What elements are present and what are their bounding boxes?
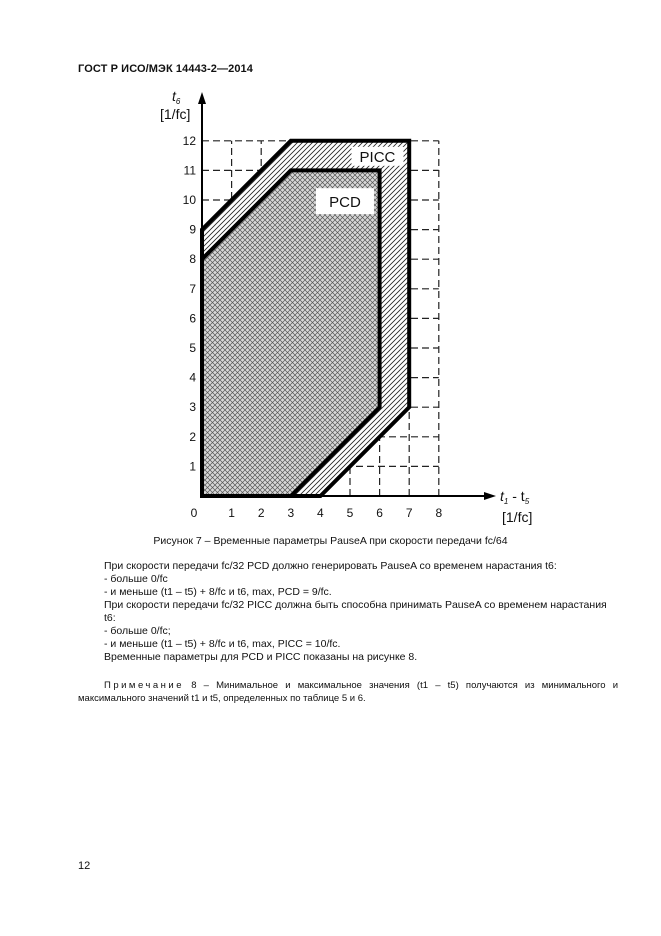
note-text: – Минимальное и максимальное значения (t1 – t5) получаются из минимального и максимального значений t1 и t5, определенных по таблице 5 и 6. — [78, 680, 619, 704]
y-axis-unit: [1/fc] — [160, 106, 191, 122]
y-tick-label: 5 — [189, 341, 196, 355]
picc-label: PICC — [359, 148, 396, 166]
x-axis-label-dash: - t — [508, 488, 525, 504]
y-tick-label: 12 — [182, 133, 196, 148]
x-axis-unit: [1/fc] — [502, 509, 533, 525]
y-axis-label-sub: 6 — [175, 97, 181, 106]
y-axis-label: $t_6$ — [172, 88, 181, 106]
pcd-label: PCD — [329, 194, 361, 212]
paragraph-figure-ref: Временные параметры для PCD и PICC показаны на рисунке 8. — [104, 651, 418, 663]
x-axis-label: $t_1 - t_5$ — [500, 488, 530, 506]
x-tick-label: 7 — [405, 506, 413, 520]
list-item: - больше 0/fc — [104, 573, 168, 585]
y-tick-label: 1 — [189, 459, 196, 474]
x-tick-label: 4 — [317, 506, 324, 520]
y-axis-arrow — [198, 92, 206, 104]
y-tick-label: 6 — [189, 311, 196, 326]
y-tick-label: 8 — [189, 252, 196, 267]
x-tick-label: 3 — [287, 506, 295, 520]
x-tick-label: 5 — [346, 506, 354, 520]
list-item: - и меньше (t1 – t5) + 8/fc и t6, max, PCD = 9/fc. — [104, 586, 332, 598]
note-number: 8 — [191, 680, 197, 691]
figure-caption: Рисунок 7 – Временные параметры PauseA при скорости передачи fc/64 — [153, 535, 508, 547]
x-tick-label: 0 — [190, 506, 198, 520]
y-tick-label: 7 — [189, 281, 196, 296]
page-number: 12 — [78, 860, 91, 872]
y-tick-label: 2 — [189, 429, 196, 444]
x-tick-label: 8 — [435, 506, 443, 520]
body-text — [78, 560, 618, 664]
list-item: - больше 0/fc; — [104, 625, 171, 637]
x-axis-arrow — [484, 492, 496, 500]
paragraph-pcd-intro: При скорости передачи fc/32 PCD должно генерировать PauseA со временем нарастания t6: — [104, 560, 557, 572]
document-header: ГОСТ Р ИСО/МЭК 14443-2—2014 — [78, 63, 253, 75]
regions — [202, 141, 409, 496]
y-tick-label: 3 — [189, 400, 196, 415]
y-tick-label: 9 — [189, 222, 196, 237]
note — [78, 679, 618, 705]
list-item: - и меньше (t1 – t5) + 8/fc и t6, max, PICC = 10/fc. — [104, 638, 341, 650]
x-tick-label: 6 — [376, 506, 383, 520]
y-tick-label: 11 — [183, 163, 196, 178]
x-axis-label-sub: 5 — [524, 497, 530, 506]
x-tick-label: 1 — [228, 506, 235, 520]
x-axis-label-sub: 1 — [503, 497, 509, 506]
y-tick-label: 10 — [182, 193, 196, 207]
paragraph-picc-intro: При скорости передачи fc/32 PICC должна быть способна принимать PauseA со временем нарастания t6: — [104, 599, 607, 624]
y-tick-label: 4 — [189, 370, 196, 385]
x-tick-label: 2 — [257, 506, 265, 520]
note-label: Примечание — [104, 680, 184, 691]
